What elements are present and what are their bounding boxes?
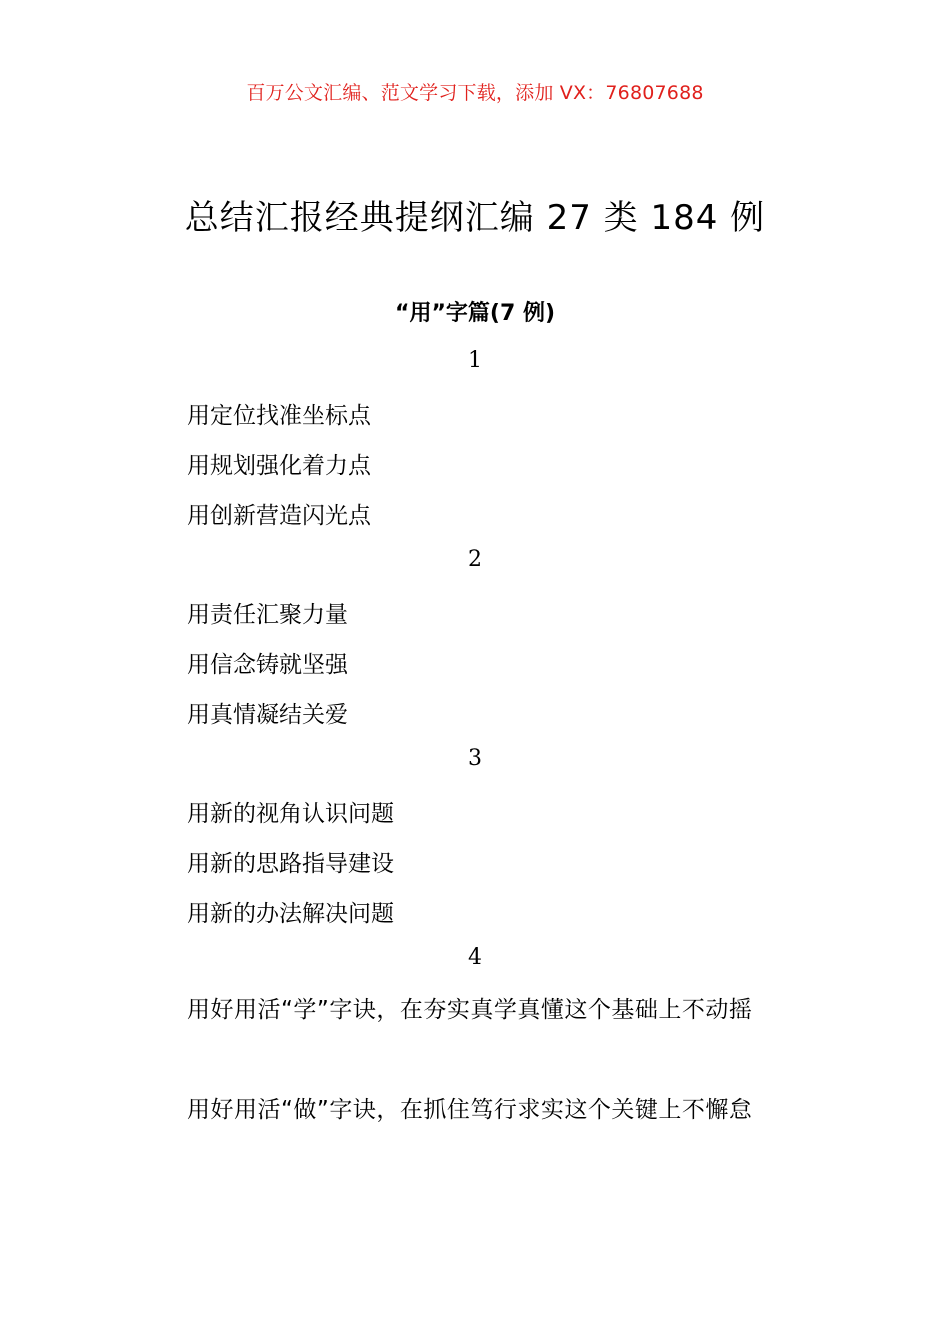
list-item: 用真情凝结关爱 — [187, 702, 348, 728]
group-number: 4 — [468, 945, 482, 970]
group-number: 2 — [468, 547, 482, 572]
list-item: 用定位找准坐标点 — [187, 403, 371, 429]
group-number: 1 — [468, 348, 482, 373]
list-item: 用新的思路指导建设 — [187, 851, 394, 877]
group-number: 3 — [468, 746, 482, 771]
document-title: 总结汇报经典提纲汇编 27 类 184 例 — [184, 198, 766, 238]
paragraph-item: 用好用活“做”字诀，在抓住笃行求实这个关键上不懈怠 — [187, 1097, 753, 1123]
section-heading: “用”字篇(7 例) — [395, 301, 555, 326]
list-item: 用新的视角认识问题 — [187, 801, 394, 827]
list-item: 用创新营造闪光点 — [187, 503, 371, 529]
header-note: 百万公文汇编、范文学习下载，添加 VX：76807688 — [246, 82, 704, 104]
list-item: 用新的办法解决问题 — [187, 901, 394, 927]
paragraph-item: 用好用活“学”字诀，在夯实真学真懂这个基础上不动摇 — [187, 997, 753, 1023]
list-item: 用信念铸就坚强 — [187, 652, 348, 678]
list-item: 用责任汇聚力量 — [187, 602, 348, 628]
list-item: 用规划强化着力点 — [187, 453, 371, 479]
